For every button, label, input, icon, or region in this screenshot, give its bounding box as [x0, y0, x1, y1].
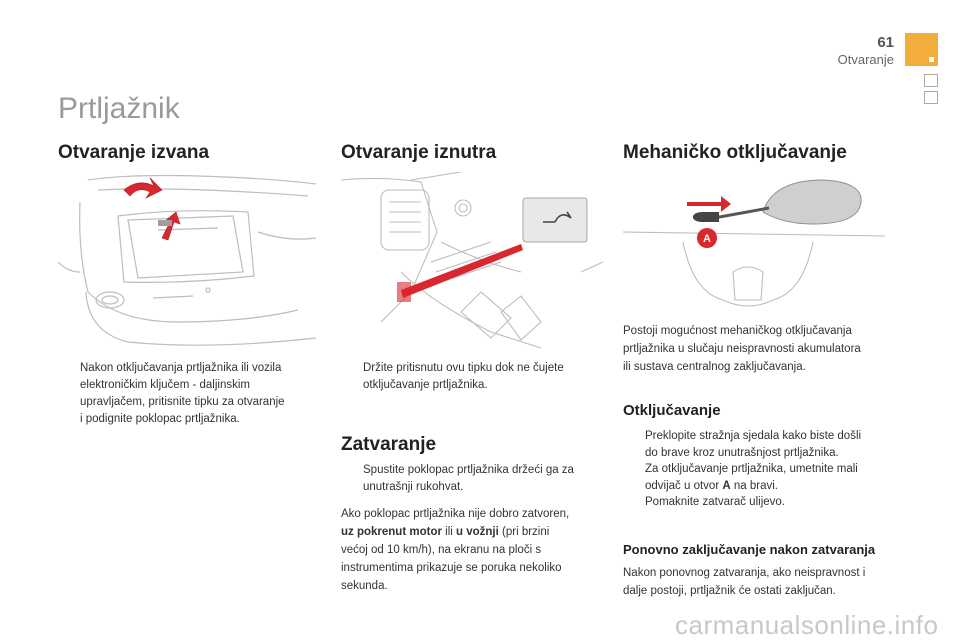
closing-warning-paragraph	[341, 505, 606, 595]
relock-paragraph	[623, 564, 898, 600]
text-line: Za otključavanje prtljažnika, umetnite mali	[645, 463, 858, 475]
text-line: unutrašnji rukohvat.	[363, 481, 464, 493]
section-heading-mechanical: Mehaničko otključavanje	[623, 142, 847, 163]
bold-text: u vožnji	[456, 526, 499, 538]
unlock-step-2	[623, 461, 893, 495]
interior-instruction	[341, 360, 603, 400]
text-line: dalje postoji, prtljažnik će ostati zaključan.	[623, 585, 836, 597]
marker-a-label: A	[703, 233, 711, 245]
mechanical-intro	[623, 322, 893, 376]
text: ili	[441, 526, 457, 538]
unlock-step-1	[623, 428, 893, 462]
text-line: sekunda.	[341, 580, 388, 592]
bold-text: uz pokrenut motor	[341, 526, 442, 538]
text-line: većoj od 10 km/h), na ekranu na ploči s	[341, 544, 542, 556]
chapter-tab	[924, 91, 938, 104]
text-line: Postoji mogućnost mehaničkog otključavanja	[623, 325, 852, 337]
text-line: Nakon otključavanja prtljažnika ili vozila	[80, 362, 282, 374]
bold-text: A	[722, 480, 731, 492]
text-line: upravljačem, pritisnite tipku za otvaranje	[80, 396, 285, 408]
chapter-label: Otvaranje	[837, 52, 894, 67]
text-line: Preklopite stražnja sjedala kako biste došli	[645, 430, 862, 442]
page-title: Prtljažnik	[58, 92, 180, 125]
text-line: Pomaknite zatvarač ulijevo.	[645, 496, 785, 508]
text-line: ili sustava centralnog zaključavanja.	[623, 361, 806, 373]
section-heading-closing: Zatvaranje	[341, 434, 437, 455]
chapter-tab	[924, 74, 938, 87]
text-line: Držite pritisnutu ovu tipku dok ne čujete	[363, 362, 564, 374]
text-line: elektroničkim ključem - daljinskim	[80, 379, 250, 391]
trunk-exterior-illustration	[58, 172, 320, 352]
text-line: Ako poklopac prtljažnika nije dobro zatvoren,	[341, 508, 570, 520]
text-line: Nakon ponovnog zatvaranja, ako neispravnost i	[623, 567, 866, 579]
text-line: i podignite poklopac prtljažnika.	[80, 413, 240, 425]
text-line: instrumentima prikazuje se poruka nekoliko	[341, 562, 562, 574]
page-number: 61	[877, 34, 894, 51]
text-line	[341, 523, 606, 541]
text: (pri brzini	[498, 526, 550, 538]
text-line: Spustite poklopac prtljažnika držeći ga za	[363, 464, 574, 476]
exterior-instruction	[58, 360, 320, 430]
text-line	[645, 478, 858, 495]
unlock-step-3	[623, 494, 893, 512]
section-heading-interior: Otvaranje iznutra	[341, 142, 497, 163]
watermark: carmanualsonline.info	[675, 610, 939, 640]
mechanical-unlock-illustration	[623, 172, 885, 312]
text: na bravi.	[730, 480, 778, 492]
section-heading-exterior: Otvaranje izvana	[58, 142, 210, 163]
text-line: prtljažnika u slučaju neispravnosti akumulatora	[623, 343, 861, 355]
text-line: do brave kroz unutrašnjost prtljažnika.	[645, 447, 839, 459]
trunk-interior-illustration	[341, 172, 603, 352]
text-line: otključavanje prtljažnika.	[363, 379, 488, 391]
chapter-tab-active	[905, 33, 938, 66]
unlock-heading: Otključavanje	[623, 402, 721, 419]
relock-heading: Ponovno zaključavanje nakon zatvaranja	[623, 542, 876, 557]
text: odvijač u otvor	[645, 480, 723, 492]
closing-instruction	[341, 462, 603, 502]
